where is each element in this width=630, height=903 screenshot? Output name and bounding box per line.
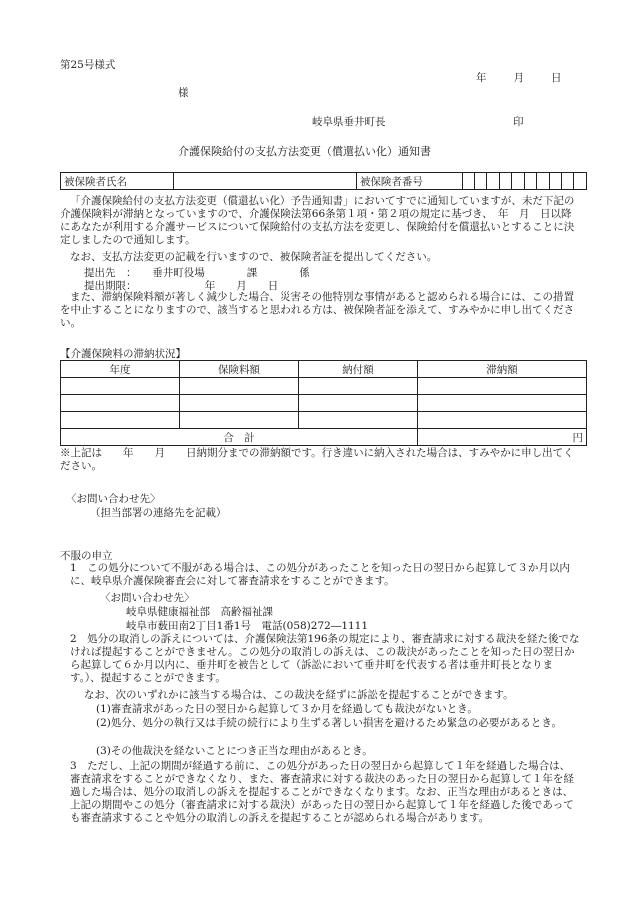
insured-number-digit bbox=[562, 173, 574, 190]
insured-number-label: 被保険者番号 bbox=[356, 173, 462, 190]
appeal-condition-2: (2)処分、処分の執行又は手続の続行により生ずる著しい損害を避けるため緊急の必要があるとき。 bbox=[96, 717, 562, 729]
appeal-item-2: 2 処分の取消しの訴えについては、介護保険法第196条の規定により、審査請求に対する裁決を経た後でなければ提起することができません。この処分の取消しの訴えは、この裁決があったことを知った日の翌日から起算して６か月以内に、垂井町を被告として（訴訟において垂井町を代表する者は垂井町長となります。）、提起することができます。 bbox=[70, 633, 580, 684]
insured-info-table bbox=[60, 172, 587, 190]
insured-number-digit bbox=[499, 173, 511, 190]
total-row bbox=[61, 429, 587, 446]
insured-number-digit bbox=[549, 173, 561, 190]
date-line: 年 月 日 bbox=[476, 72, 564, 84]
appeal-note: なお、次のいずれかに該当する場合は、この裁決を経ずに訴訟を提起することができます。 bbox=[84, 689, 514, 701]
form-number: 第25号様式 bbox=[60, 59, 116, 71]
table-row bbox=[61, 395, 587, 412]
insured-number-digit bbox=[462, 173, 474, 190]
body-paragraph: なお、支払方法変更の記載を行いますので、被保険者証を提出してください。 bbox=[70, 251, 438, 263]
arrears-section-title: 【介護保険料の滞納状況】 bbox=[60, 348, 186, 360]
table-row bbox=[61, 412, 587, 429]
appeal-condition-1: (1)審査請求があった日の翌日から起算して３か月を経過しても裁決がないとき。 bbox=[96, 703, 478, 715]
submission-place: 提出先 ： 垂井町役場 課 係 bbox=[84, 267, 310, 279]
table-row bbox=[61, 378, 587, 395]
insured-number-digit bbox=[475, 173, 487, 190]
appeal-item-3: 3 ただし、上記の期間が経過する前に、この処分があった日の翌日から起算して１年を経過した場合は、審査請求をすることができなくなり、また、審査請求に対する裁決のあった日の翌日から起算して１年を経過した場合は、処分の取消しの訴えを提起することができなくなります。なお、正当な理由があるときは、上記の期間やこの処分（審査請求に対する裁決）があった日の翌日から起算して１年を経過した後であっても審査請求することや処分の取消しの訴えを提起することが認められる場合があります。 bbox=[70, 760, 574, 824]
addressee-suffix: 様 bbox=[178, 87, 189, 99]
column-header: 年度 bbox=[61, 361, 180, 378]
insured-number-digit bbox=[574, 173, 587, 190]
insured-name-label: 被保険者氏名 bbox=[61, 173, 174, 190]
contact-label: 〈お問い合わせ先〉 bbox=[66, 493, 161, 505]
prefecture-contact-label: 〈お問い合わせ先〉 bbox=[100, 592, 195, 604]
appeal-heading: 不服の申立 bbox=[60, 550, 113, 562]
arrears-table bbox=[60, 360, 587, 446]
table-header-row bbox=[61, 361, 587, 378]
contact-detail: （担当部署の連絡先を記載） bbox=[90, 507, 227, 519]
appeal-item-1: 1 この処分について不服がある場合は、この処分があったことを知った日の翌日から起算して３か月以内に、岐阜県介護保険審査会に対して審査請求をすることができます。 bbox=[70, 562, 570, 587]
column-header: 保険料額 bbox=[180, 361, 299, 378]
insured-number-digit bbox=[537, 173, 549, 190]
insured-number-digit bbox=[524, 173, 536, 190]
insured-number-digit bbox=[487, 173, 499, 190]
arrears-note: ※上記は 年 月 日納期分までの滞納額です。行き違いに納入された場合は、すみやかに申し出てください。 bbox=[60, 447, 574, 472]
column-header: 滞納額 bbox=[418, 361, 587, 378]
total-unit: 円 bbox=[418, 429, 587, 446]
total-label: 合 計 bbox=[61, 429, 418, 446]
column-header: 納付額 bbox=[299, 361, 418, 378]
document-title: 介護保険給付の支払方法変更（償還払い化）通知書 bbox=[178, 145, 431, 158]
sender-name: 岐阜県垂井町長 bbox=[312, 116, 386, 128]
submission-deadline: 提出期限： 年 月 日 bbox=[84, 280, 279, 292]
seal-mark: 印 bbox=[513, 116, 524, 128]
body-paragraph: また、滞納保険料額が著しく減少した場合、災害その他特別な事情があると認められる場合には、この措置を中止することになりますので、該当すると思われる方は、被保険者証を添えて、すみやかに申し出てください。 bbox=[60, 291, 575, 329]
prefecture-contact-dept: 岐阜県健康福祉部 高齢福祉課 bbox=[126, 606, 273, 618]
insured-number-digit bbox=[512, 173, 524, 190]
insured-name-value bbox=[174, 173, 357, 190]
prefecture-contact-address: 岐阜市薮田南2丁目1番1号 電話(058)272―1111 bbox=[126, 620, 369, 632]
appeal-condition-3: (3)その他裁決を経ないことにつき正当な理由があるとき。 bbox=[96, 745, 373, 757]
body-paragraph: 「介護保険給付の支払方法変更（償還払い化）予告通知書」においてすでに通知していますが、未だ下記の介護保険料が滞納となっていますので、介護保険法第66条第１項・第２項の規定に基づき、 年 月 日以降にあなたが利用する介護サービスについて保険給付の支払方法を変更し、保険給付を償還払いとすることに決定しましたので通知します。 bbox=[60, 195, 575, 246]
